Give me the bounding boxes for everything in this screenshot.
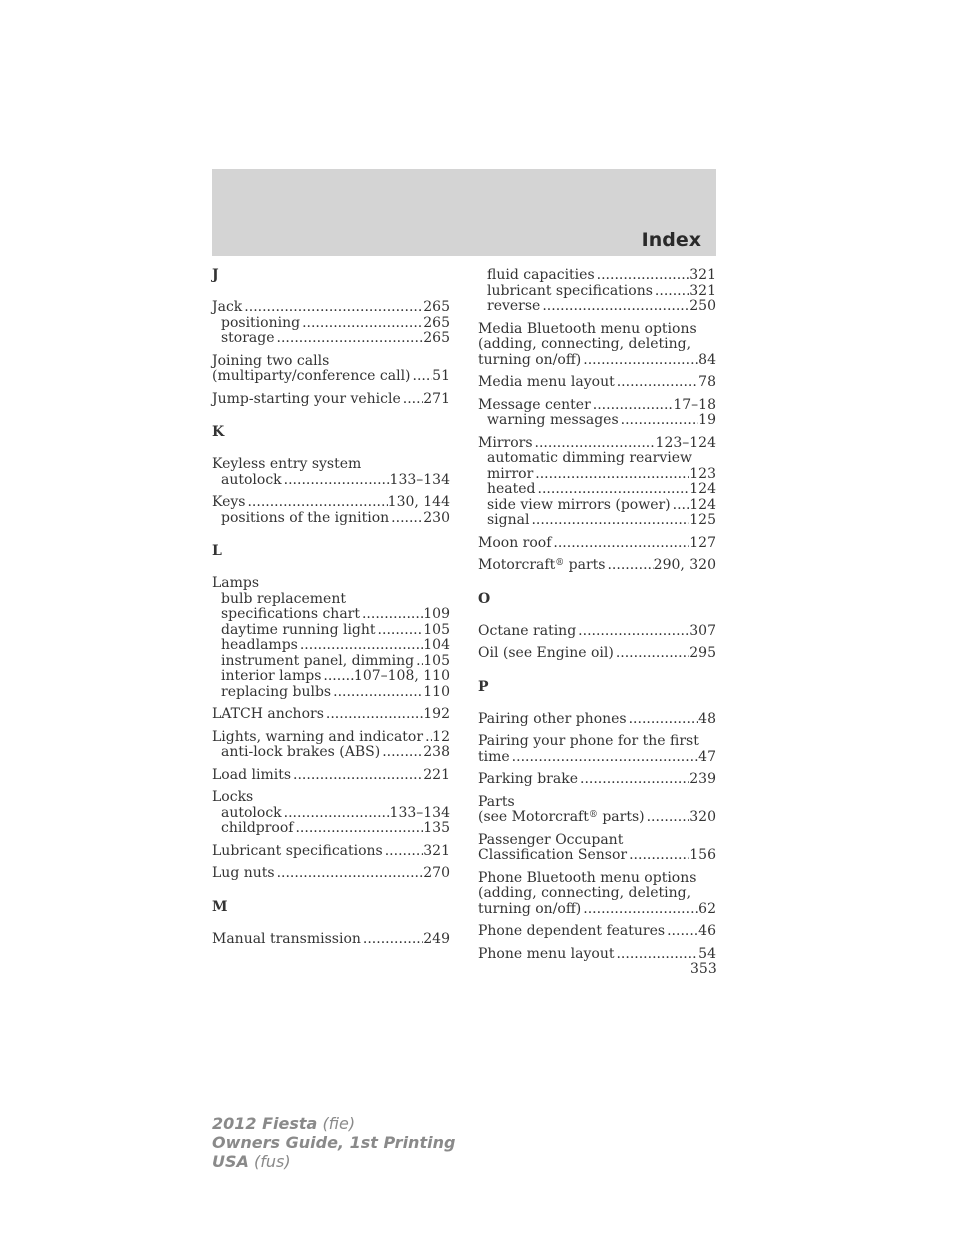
- index-entry-moon-roof: Moon roof ..... 127: [478, 536, 716, 552]
- index-column-right: [478, 268, 716, 962]
- section-letter-k: K: [212, 424, 225, 440]
- index-entry-lights: Lights, warning and indicator ..... 12 anti-lock brakes (ABS) ..... 238: [212, 730, 450, 761]
- index-entry-parking-brake: Parking brake ..... 239: [478, 772, 716, 788]
- index-entry-media-bluetooth: Media Bluetooth menu options (adding, connecting, deleting, turning on/off) ..... 84: [478, 322, 716, 369]
- document-footer: 2012 Fiesta (fie) Owners Guide, 1st Printing USA (fus): [212, 1114, 456, 1171]
- index-header-band: [212, 169, 716, 256]
- index-entry-media-menu: Media menu layout ..... 78: [478, 375, 716, 391]
- index-entry-pairing-other: Pairing other phones ..... 48: [478, 712, 716, 728]
- page-number: 353: [690, 961, 717, 977]
- index-entry-latch: LATCH anchors ..... 192: [212, 707, 450, 723]
- index-entry-load-limits: Load limits ..... 221: [212, 768, 450, 784]
- index-entry-parts: Parts (see Motorcraft® parts) ..... 320: [478, 795, 716, 826]
- index-entry-octane: Octane rating ..... 307: [478, 624, 716, 640]
- section-letter-m: M: [212, 898, 228, 915]
- index-entry-mirrors: Mirrors ..... 123–124 automatic dimming rearview mirror ..... 123 heated ..... 124 side view mirrors (power) ..... 124 signal ..... 125: [478, 436, 716, 529]
- index-entry-manual-transmission: Manual transmission ..... 249: [212, 932, 450, 948]
- index-entry-phone-dependent: Phone dependent features ..... 46: [478, 924, 716, 940]
- section-letter-l: L: [212, 543, 222, 559]
- index-entry-locks: Locks autolock ..... 133–134 childproof ..... 135: [212, 790, 450, 837]
- index-column-left: [212, 268, 450, 947]
- index-entry-pairing-first: Pairing your phone for the first time ..... 47: [478, 734, 716, 765]
- section-letter-j: J: [212, 267, 219, 283]
- index-entry-joining-calls: Joining two calls (multiparty/conference call) ..... 51: [212, 354, 450, 385]
- index-entry-motorcraft: Motorcraft® parts ..... 290, 320: [478, 558, 716, 574]
- section-letter-p: P: [478, 678, 489, 695]
- index-entry-keys: Keys ..... 130, 144 positions of the ignition ..... 230: [212, 495, 450, 526]
- index-entry-oil: Oil (see Engine oil) ..... 295: [478, 646, 716, 662]
- index-entry-lamps: Lamps bulb replacement specifications chart ..... 109 daytime running light ..... 105 headlamps ..... 104 instrument panel, dimming ..... 105 interior lamps ..... 107–108, 110 replacing bulbs ..... 110: [212, 576, 450, 700]
- index-entry-manual-cont: fluid capacities ..... 321 lubricant specifications ..... 321 reverse ..... 250: [478, 268, 716, 315]
- index-entry-passenger-occupant: Passenger Occupant Classification Sensor ..... 156: [478, 833, 716, 864]
- index-entry-jack: Jack ..... 265 positioning ..... 265 storage ..... 265: [212, 300, 450, 347]
- index-entry-phone-bluetooth: Phone Bluetooth menu options (adding, connecting, deleting, turning on/off) ..... 62: [478, 871, 716, 918]
- index-entry-message-center: Message center ..... 17–18 warning messages ..... 19: [478, 398, 716, 429]
- index-entry-jump-starting: Jump-starting your vehicle ..... 271: [212, 392, 450, 408]
- index-entry-lubricant: Lubricant specifications ..... 321: [212, 844, 450, 860]
- index-entry-lug-nuts: Lug nuts ..... 270: [212, 866, 450, 882]
- index-entry-keyless: Keyless entry system autolock ..... 133–134: [212, 457, 450, 488]
- section-letter-o: O: [478, 590, 491, 607]
- index-entry-phone-menu: Phone menu layout ..... 54: [478, 947, 716, 963]
- page-title: Index: [641, 229, 701, 251]
